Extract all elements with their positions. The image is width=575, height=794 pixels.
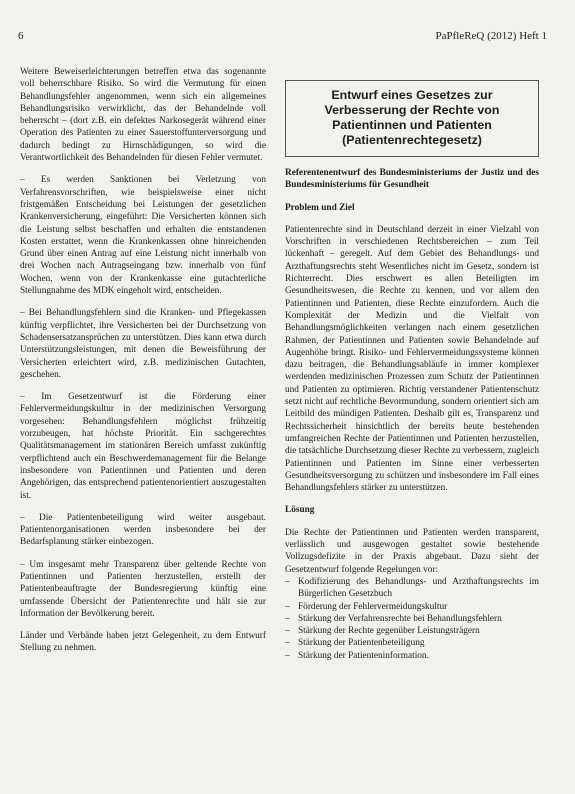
article-subtitle: Referentenentwurf des Bundesministeriums der Justiz und des Bundesministeriums für Gesundheit (285, 168, 539, 191)
list-item: – Kodifizierung des Behandlungs- und Arzthaftungsrechts im Bürgerlichen Gesetzbuch (285, 576, 539, 601)
paragraph: – Im Gesetzentwurf ist die Förderung einer Fehlervermeidungskultur in der medizinischen Versorgung vorgesehen: Behandlungsfehlern möglichst frühzeitig vorzubeugen, hat höchste Priorität. Ein sachgerechtes Qualitätsmanagement im stationären Bereich umfasst zukünftig verpflichtend auch ein Beschwerdemanagement für die Belange insbesondere von Patientinnen und Patienten und deren Angehörigen, das entsprechend patientenorientiert auszugestalten ist. (20, 392, 266, 501)
paragraph: – Es werden Sanktionen bei Verletzung von Verfahrensvorschriften, wie beispielsweise einer nicht fristgemäßen Entscheidung bei Leistungen der gesetzlichen Krankenversicherung, eingeführt: Die Versicherten können sich die Leistung selbst beschaffen und erhalten die entstandenen Kosten erstattet, wenn die Krankenkassen ohne hinreichenden Grund über einen Antrag auf eine Leistung nicht innerhalb von drei Wochen nach Antragseingang bzw. innerhalb von fünf Wochen, wenn von der Krankenkasse eine gutachterliche Stellungnahme des MDK eingeholt wird, entscheiden. (20, 175, 266, 297)
page-number: 6 (18, 30, 24, 42)
paragraph: – Die Patientenbeteiligung wird weiter ausgebaut. Patientenorganisationen werden insbesondere bei der Bedarfsplanung stärker einbezogen. (20, 512, 266, 548)
solution-text: Die Rechte der Patientinnen und Patienten werden transparent, verlässlich und ausgewogen gestaltet sowie bestehende Vollzugsdefizite in der Praxis abgebaut. Dazu sieht der Gesetzentwurf folgende Regelungen vor: (285, 527, 539, 575)
list-item: – Stärkung der Verfahrensrechte bei Behandlungsfehlern (285, 613, 539, 625)
list-item: – Stärkung der Patientenbeteiligung (285, 637, 539, 649)
section-heading-solution: Lösung (285, 505, 315, 516)
paragraph: – Bei Behandlungsfehlern sind die Kranken- und Pflegekassen künftig verpflichtet, ihre Versicherten bei der Durchsetzung von Schadensersatzansprüchen zu unterstützen. Dies kann etwa durch Unterstützungsleistungen, mit denen die Beweisführung der Versicherten erleichtert wird, z.B. medizinischen Gutachten, geschehen. (20, 308, 266, 380)
running-head (18, 30, 547, 42)
paragraph: Weitere Beweiserleichterungen betreffen etwa das sogenannte voll beherrschbare Risiko. So wird die Vermutung für einen Behandlungsfehler angenommen, wenn sich ein allgemeines Behandlungsrisiko verwirklicht, das der Behandelnde voll beherrscht – (dort z.B. ein defektes Narkosegerät während einer Operation des Patienten zu einer Sauerstoffunterversorgung und dadurch bedingt zu Hirnschädigungen, so wird die Verantwortlichkeit des Behandelnden für diesen Fehler vermutet. (20, 67, 266, 164)
list-item: – Stärkung der Rechte gegenüber Leistungsträgern (285, 625, 539, 637)
solution-list (285, 576, 539, 662)
list-item: – Stärkung der Patienteninformation. (285, 650, 539, 662)
left-column (20, 66, 266, 665)
problem-text: Patientenrechte sind in Deutschland derzeit in einer Vielzahl von Vorschriften in verschiedenen Rechtsbereichen – zum Teil lückenhaft – geregelt. Auf dem Gebiet des Behandlungs- und Arzthaftungsrechts steht Wesentliches nicht im Gesetz, sondern ist Richterrecht. Dies erschwert es allen Beteiligten im Gesundheitswesen, die Rechte zu kennen, und vor allem den Patientinnen und Patienten, diese Rechte einzufordern. Auch die Komplexität der Medizin und die Vielfalt von Behandlungsmöglichkeiten verlangen nach einem gesetzlichen Rahmen, der Patientinnen und Patienten sowie Behandelnde auf Augenhöhe bringt. Risiko- und Fehlervermeidungssysteme können dazu beitragen, die Behandlungsabläufe in immer komplexer werdenden medizinischen Prozessen zum Schutz der Patientinnen und Patienten zu optimieren. Richtig verstandener Patientenschutz setzt nicht auf rechtliche Bevormundung, sondern orientiert sich am Leitbild des mündigen Patienten. Deshalb gilt es, Transparenz und Rechtssicherheit hinsichtlich der bereits heute bestehenden umfangreichen Rechte der Patientinnen und Patienten herzustellen, die tatsächliche Durchsetzung dieser Rechte zu verbessern, zugleich Patientinnen und Patienten im Sinne einer verbesserten Gesundheitsversorgung zu schützen und insbesondere im Fall eines Behandlungsfehlers stärker zu unterstützen. (285, 224, 539, 494)
right-column (285, 66, 539, 662)
article-title: Entwurf eines Gesetzes zur Verbesserung der Rechte von Patientinnen und Patienten (Patientenrechtegesetz) (285, 80, 539, 157)
list-item: – Förderung der Fehlervermeidungskultur (285, 601, 539, 613)
journal-name: PaPfleReQ (2012) Heft 1 (435, 30, 547, 42)
paragraph: – Um insgesamt mehr Transparenz über geltende Rechte von Patientinnen und Patienten herzustellen, erstellt der Patientenbeauftragte der Bundesregierung künftig eine umfassende Übersicht der Patientenrechte und hält sie zur Information der Bevölkerung bereit. (20, 559, 266, 619)
paragraph: Länder und Verbände haben jetzt Gelegenheit, zu dem Entwurf Stellung zu nehmen. (20, 631, 266, 654)
section-heading-problem: Problem und Ziel (285, 202, 355, 213)
